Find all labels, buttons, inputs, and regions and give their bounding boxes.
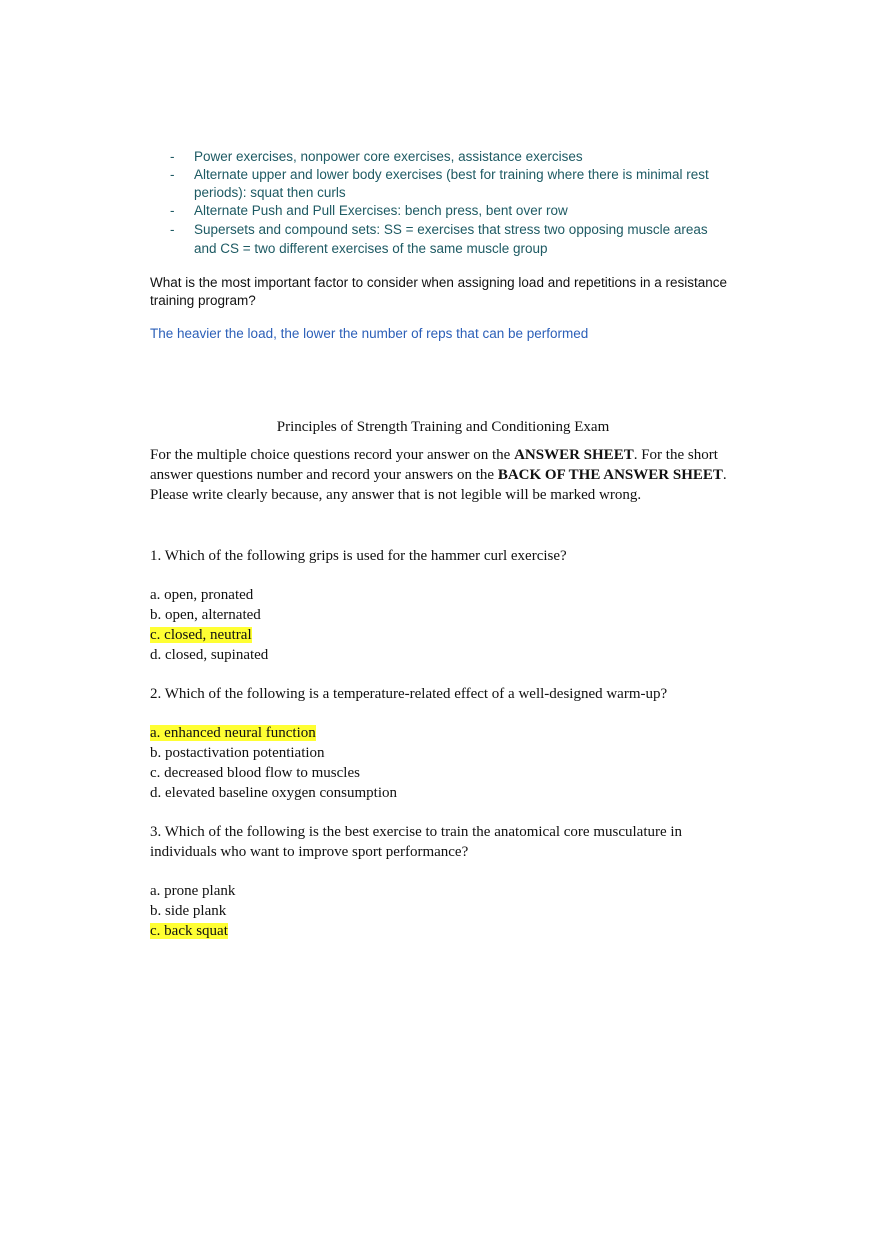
question-1: 1. Which of the following grips is used for the hammer curl exercise? bbox=[150, 548, 567, 564]
question-2: 2. Which of the following is a temperature-related effect of a well-designed warm-up? bbox=[150, 686, 668, 702]
exam-title: Principles of Strength Training and Conditioning Exam bbox=[276, 419, 610, 435]
option-1a bbox=[150, 585, 253, 605]
bullet-dash: - bbox=[170, 167, 175, 182]
notes-bullet-list bbox=[170, 148, 730, 258]
bullet-item bbox=[170, 202, 730, 220]
option-3a bbox=[150, 881, 235, 901]
option-1c bbox=[150, 625, 252, 645]
bullet-dash: - bbox=[170, 222, 175, 237]
option-2a bbox=[150, 723, 316, 743]
option-text: d. closed, supinated bbox=[150, 647, 269, 663]
instructions-bold: BACK OF THE ANSWER SHEET bbox=[497, 467, 723, 483]
option-text: b. postactivation potentiation bbox=[150, 745, 325, 761]
instructions-bold: ANSWER SHEET bbox=[514, 447, 634, 463]
option-text: b. open, alternated bbox=[150, 607, 261, 623]
option-3c bbox=[150, 921, 228, 941]
option-text: d. elevated baseline oxygen consumption bbox=[150, 785, 398, 801]
highlighted-option-text: c. back squat bbox=[150, 923, 228, 939]
bullet-text: Power exercises, nonpower core exercises, assistance exercises bbox=[194, 149, 583, 164]
option-2b bbox=[150, 743, 325, 763]
bullet-item bbox=[170, 148, 730, 166]
option-text: b. side plank bbox=[150, 903, 227, 919]
bullet-item bbox=[170, 220, 730, 258]
option-text: a. prone plank bbox=[150, 883, 236, 899]
option-text: a. open, pronated bbox=[150, 587, 254, 603]
bullet-text: Alternate upper and lower body exercises (best for training where there is minimal rest periods): squat then curls bbox=[194, 167, 709, 200]
question-3: 3. Which of the following is the best exercise to train the anatomical core musculature in individuals who want to improve sport performance? bbox=[150, 824, 683, 860]
instructions-text: . Please write clearly because, any answer that is not legible will be marked wrong. bbox=[150, 467, 727, 503]
bullet-item bbox=[170, 166, 730, 202]
review-question: What is the most important factor to consider when assigning load and repetitions in a resistance training program? bbox=[150, 275, 728, 308]
instructions-text: . For the short answer questions number and record your answers on the bbox=[150, 447, 718, 483]
option-1d bbox=[150, 645, 268, 665]
bullet-dash: - bbox=[170, 203, 175, 218]
highlighted-option-text: c. closed, neutral bbox=[150, 627, 252, 643]
option-2c bbox=[150, 763, 360, 783]
instructions-text: For the multiple choice questions record your answer on the bbox=[150, 447, 515, 463]
option-2d bbox=[150, 783, 397, 803]
bullet-text: Alternate Push and Pull Exercises: bench press, bent over row bbox=[194, 203, 568, 218]
exam-instructions bbox=[150, 445, 740, 505]
bullet-dash: - bbox=[170, 149, 175, 164]
option-1b bbox=[150, 605, 261, 625]
option-text: c. decreased blood flow to muscles bbox=[150, 765, 360, 781]
review-answer: The heavier the load, the lower the number of reps that can be performed bbox=[150, 326, 589, 341]
bullet-text: Supersets and compound sets: SS = exercises that stress two opposing muscle areas and CS = two different exercises of the same muscle group bbox=[194, 222, 708, 256]
highlighted-option-text: a. enhanced neural function bbox=[150, 725, 316, 741]
option-3b bbox=[150, 901, 226, 921]
